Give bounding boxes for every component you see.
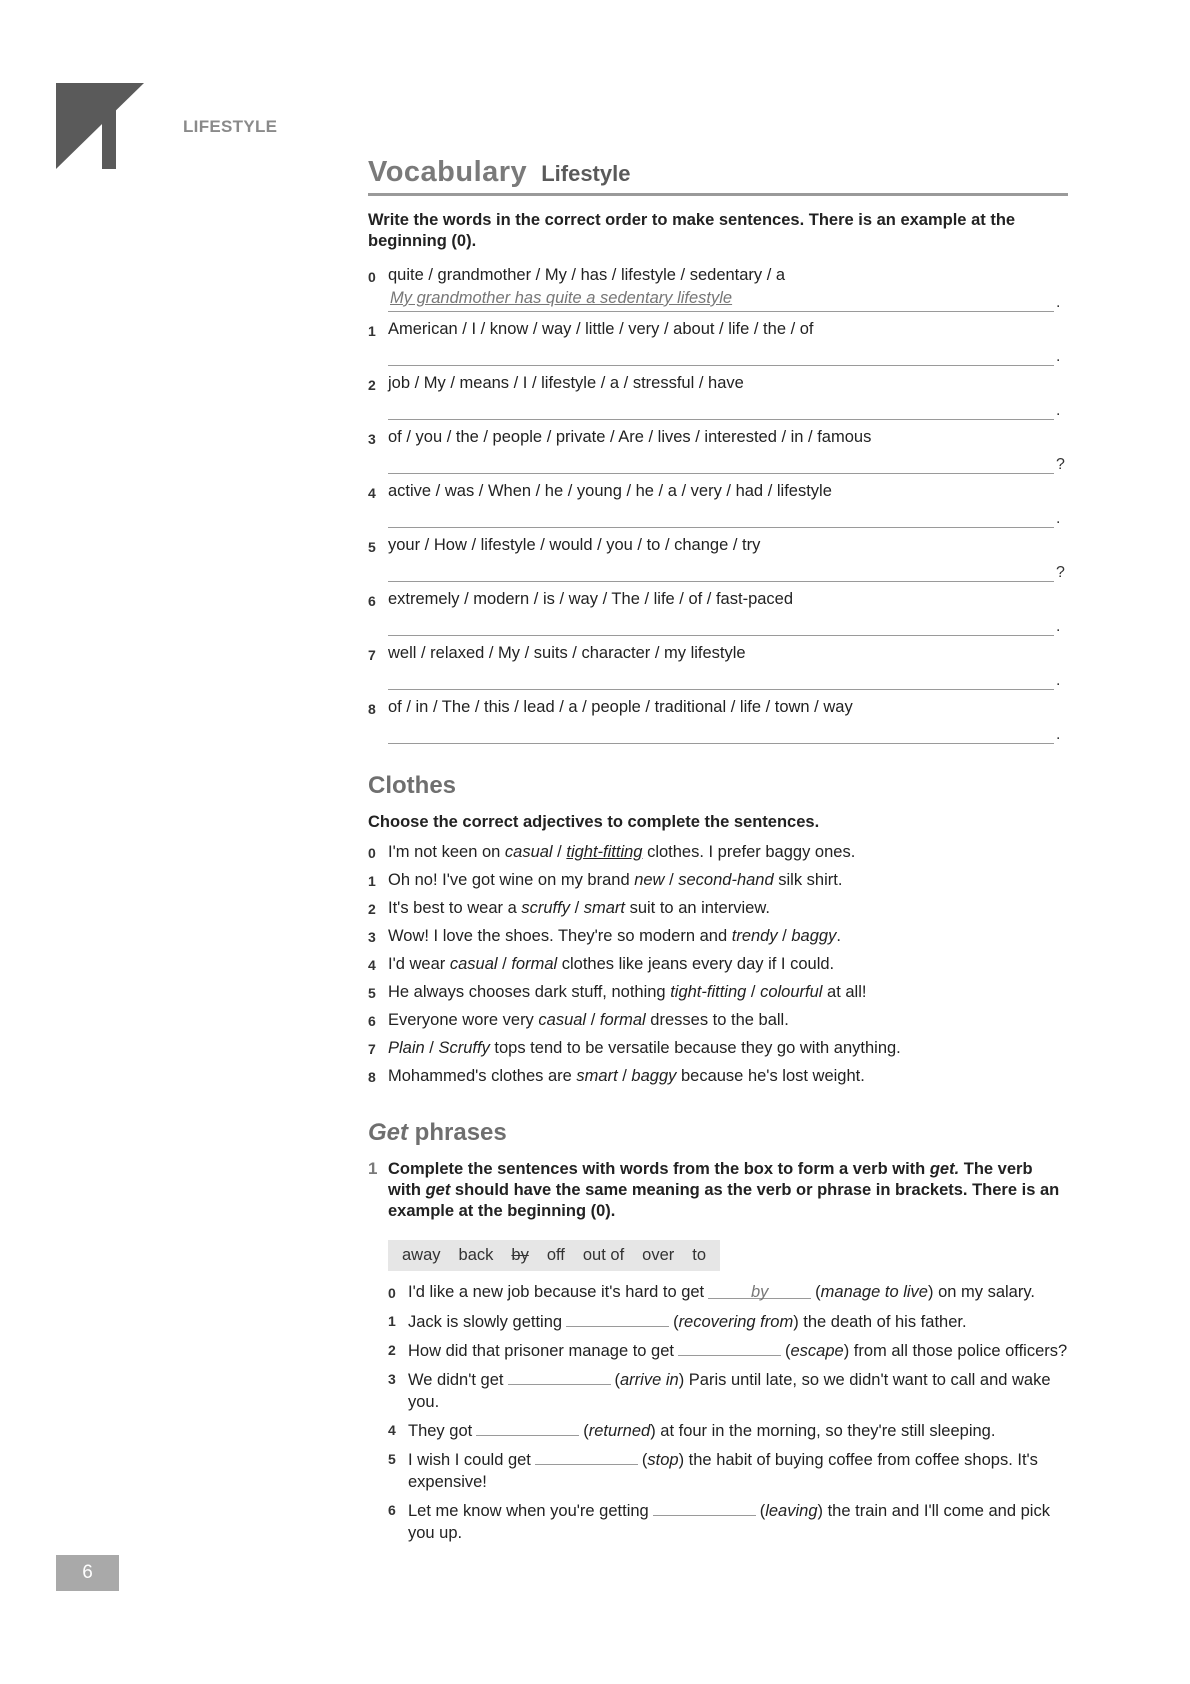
option-a[interactable]: scruffy xyxy=(521,899,570,917)
sentence-start: Oh no! I've got wine on my brand xyxy=(388,871,635,889)
clothes-item xyxy=(368,1007,1068,1035)
question-text: quite / grandmother / My / has / lifestyle / sedentary / a xyxy=(388,266,786,284)
option-b[interactable]: tight-fitting xyxy=(566,843,643,861)
box-word: away xyxy=(402,1246,441,1264)
sentence xyxy=(388,867,842,895)
get-item xyxy=(368,1309,1068,1333)
item-number: 2 xyxy=(368,377,376,393)
main-content xyxy=(368,156,1068,1549)
option-a[interactable]: smart xyxy=(576,1067,618,1085)
question-text: American / I / know / way / little / very / about / life / the / of xyxy=(388,320,814,338)
option-separator: / xyxy=(552,843,567,861)
sentence-end: clothes. I prefer baggy ones. xyxy=(642,843,856,861)
get-item xyxy=(368,1418,1068,1442)
option-a[interactable]: casual xyxy=(504,843,553,861)
sentence-end: ) on my salary. xyxy=(927,1283,1035,1301)
vocabulary-title: Vocabulary xyxy=(368,156,528,188)
bracket-meaning: manage to live xyxy=(820,1283,928,1301)
option-a[interactable]: trendy xyxy=(731,927,778,945)
answer-row xyxy=(368,339,1068,366)
word-box xyxy=(388,1240,720,1271)
sentence-start: Let me know when you're getting xyxy=(408,1502,649,1520)
vocab-question xyxy=(368,312,1068,339)
answer-line[interactable] xyxy=(388,667,1054,690)
answer-row xyxy=(368,285,1068,312)
clothes-item xyxy=(368,923,1068,951)
clothes-instruction: Choose the correct adjectives to complete the sentences. xyxy=(368,813,820,831)
item-number: 7 xyxy=(368,647,376,663)
item-number: 5 xyxy=(368,539,376,555)
vocab-question xyxy=(368,636,1068,663)
answer-row xyxy=(368,447,1068,474)
vocab-question xyxy=(368,420,1068,447)
vocabulary-subtitle: Lifestyle xyxy=(541,161,631,186)
sentence-start: I wish I could get xyxy=(408,1451,531,1469)
sentence-start: It's best to wear a xyxy=(388,899,522,917)
sentence-end: ) the death of his father. xyxy=(793,1313,967,1331)
sentence: How did that prisoner manage to get (escape) from all those police officers? xyxy=(408,1338,1067,1362)
option-b[interactable]: formal xyxy=(511,955,558,973)
question-text: of / you / the / people / private / Are / lives / interested / in / famous xyxy=(388,428,872,446)
sentence xyxy=(388,923,841,951)
question-text: your / How / lifestyle / would / you / to / change / try xyxy=(388,536,761,554)
page-number: 6 xyxy=(56,1555,119,1591)
sentence-end: . xyxy=(836,927,841,945)
item-number: 0 xyxy=(388,1285,396,1301)
option-a[interactable]: casual xyxy=(449,955,498,973)
sentence-end: suit to an interview. xyxy=(625,899,770,917)
clothes-item xyxy=(368,867,1068,895)
sentence-end: ) the train and I'll come and pick you up. xyxy=(408,1502,1050,1542)
get-item xyxy=(368,1498,1068,1544)
clothes-item xyxy=(368,979,1068,1007)
answer-row xyxy=(368,555,1068,582)
sentence: I wish I could get (stop) the habit of buying coffee from coffee shops. It's expensive! xyxy=(408,1447,1068,1493)
sentence-end: clothes like jeans every day if I could. xyxy=(557,955,835,973)
sentence-start: I'd like a new job because it's hard to get xyxy=(408,1283,705,1301)
item-number: 5 xyxy=(368,985,376,1001)
sentence-end: at all! xyxy=(822,983,867,1001)
vocabulary-instruction: Write the words in the correct order to make sentences. There is an example at the beginning (0). xyxy=(368,211,1016,250)
bracket-meaning: recovering from xyxy=(678,1313,794,1331)
sentence-end: because he's lost weight. xyxy=(676,1067,865,1085)
sentence xyxy=(388,1035,901,1063)
question-text: of / in / The / this / lead / a / people / traditional / life / town / way xyxy=(388,698,853,716)
bracket-meaning: returned xyxy=(588,1422,651,1440)
item-number: 4 xyxy=(388,1422,396,1438)
option-b[interactable]: formal xyxy=(599,1011,646,1029)
unit-number-logo xyxy=(56,83,144,169)
end-punctuation: . xyxy=(1056,510,1061,527)
item-number: 4 xyxy=(368,485,376,501)
sentence-start: Jack is slowly getting xyxy=(408,1313,563,1331)
vocabulary-header xyxy=(368,156,1068,196)
answer-gap[interactable] xyxy=(566,1309,669,1327)
sentence-end: dresses to the ball. xyxy=(645,1011,789,1029)
vocab-question xyxy=(368,258,1068,285)
option-b[interactable]: smart xyxy=(583,899,625,917)
item-number: 8 xyxy=(368,701,376,717)
bracket-meaning: stop xyxy=(647,1451,679,1469)
exercise-number: 1 xyxy=(368,1159,378,1178)
unit-label: LIFESTYLE xyxy=(183,117,278,136)
box-word: over xyxy=(642,1246,675,1264)
item-number: 0 xyxy=(368,845,376,861)
clothes-item xyxy=(368,951,1068,979)
item-number: 1 xyxy=(388,1313,396,1329)
option-separator: / xyxy=(617,1067,632,1085)
sentence xyxy=(388,1063,865,1091)
item-number: 3 xyxy=(388,1371,396,1387)
answer-gap[interactable] xyxy=(678,1338,781,1356)
item-number: 2 xyxy=(388,1342,396,1358)
option-b[interactable]: Scruffy xyxy=(438,1039,490,1057)
item-number: 3 xyxy=(368,929,376,945)
option-b[interactable]: colourful xyxy=(760,983,823,1001)
option-a[interactable]: tight-fitting xyxy=(670,983,747,1001)
sentence: Jack is slowly getting (recovering from) the death of his father. xyxy=(408,1309,967,1333)
question-text: well / relaxed / My / suits / character / my lifestyle xyxy=(388,644,746,662)
sentence-start: Wow! I love the shoes. They're so modern and xyxy=(388,927,732,945)
box-word: out of xyxy=(582,1246,625,1264)
item-number: 5 xyxy=(388,1451,396,1467)
sentence-start: Everyone wore very xyxy=(388,1011,539,1029)
answer-line[interactable] xyxy=(388,343,1054,366)
answer-gap[interactable]: by xyxy=(708,1281,811,1299)
sentence: I'd like a new job because it's hard to get by (manage to live) on my salary. xyxy=(408,1283,1035,1301)
option-separator: / xyxy=(497,955,512,973)
box-word: by xyxy=(511,1246,529,1264)
end-punctuation: . xyxy=(1056,672,1061,689)
box-word: back xyxy=(458,1246,494,1264)
sentence xyxy=(388,895,770,923)
sentence xyxy=(388,1007,789,1035)
sentence-end: ) from all those police officers? xyxy=(843,1342,1068,1360)
sentence: Let me know when you're getting (leaving) the train and I'll come and pick you up. xyxy=(408,1498,1068,1544)
sentence-end: ) Paris until late, so we didn't want to call and wake you. xyxy=(408,1371,1051,1411)
item-number: 6 xyxy=(388,1502,396,1518)
get-item xyxy=(368,1367,1068,1413)
sentence-end: ) the habit of buying coffee from coffee shops. It's expensive! xyxy=(408,1451,1038,1491)
option-a[interactable]: casual xyxy=(538,1011,587,1029)
item-number: 6 xyxy=(368,1013,376,1029)
option-separator: / xyxy=(569,899,584,917)
question-text: job / My / means / I / lifestyle / a / stressful / have xyxy=(388,374,744,392)
clothes-item xyxy=(368,1063,1068,1091)
sentence xyxy=(388,979,866,1007)
answer-gap[interactable] xyxy=(476,1418,579,1436)
option-b[interactable]: baggy xyxy=(791,927,837,945)
answer-line[interactable] xyxy=(388,559,1054,582)
answer-row xyxy=(368,393,1068,420)
sentence-start: I'm not keen on xyxy=(388,843,505,861)
sentence-start: They got xyxy=(408,1422,473,1440)
end-punctuation: . xyxy=(1056,402,1061,419)
answer-row xyxy=(368,609,1068,636)
sentence-end: silk shirt. xyxy=(773,871,843,889)
answer-line[interactable] xyxy=(388,397,1054,420)
sentence-start: How did that prisoner manage to get xyxy=(408,1342,674,1360)
option-a[interactable]: Plain xyxy=(388,1039,425,1057)
item-number: 3 xyxy=(368,431,376,447)
option-separator: / xyxy=(664,871,679,889)
vocab-question xyxy=(368,366,1068,393)
clothes-item xyxy=(368,895,1068,923)
get-item xyxy=(368,1281,1068,1304)
sentence-start: He always chooses dark stuff, nothing xyxy=(388,983,671,1001)
item-number: 6 xyxy=(368,593,376,609)
answer-line[interactable] xyxy=(388,505,1054,528)
item-number: 2 xyxy=(368,901,376,917)
get-instruction: Complete the sentences with words from the box to form a verb with get. The verb with get should have the same meaning as the verb or phrase in brackets. There is an example at the beginning (0). xyxy=(388,1160,1060,1220)
answer-row xyxy=(368,663,1068,690)
end-punctuation: ? xyxy=(1056,564,1065,581)
end-punctuation: . xyxy=(1056,348,1061,365)
get-item xyxy=(368,1338,1068,1362)
question-text: active / was / When / he / young / he / a / very / had / lifestyle xyxy=(388,482,832,500)
item-number: 0 xyxy=(368,269,376,285)
clothes-heading: Clothes xyxy=(368,772,457,799)
answer-line[interactable] xyxy=(388,289,1054,312)
sentence-start: We didn't get xyxy=(408,1371,504,1389)
item-number: 1 xyxy=(368,873,376,889)
item-number: 4 xyxy=(368,957,376,973)
answer-line[interactable] xyxy=(388,721,1054,744)
answer-text: My grandmother has quite a sedentary lifestyle xyxy=(390,289,733,307)
end-punctuation: . xyxy=(1056,618,1061,635)
vocab-question xyxy=(368,582,1068,609)
get-phrases-heading: Get phrases xyxy=(368,1119,507,1146)
clothes-list xyxy=(368,839,1068,1091)
sentence-end: ) at four in the morning, so they're still sleeping. xyxy=(650,1422,996,1440)
option-separator: / xyxy=(746,983,761,1001)
item-number: 8 xyxy=(368,1069,376,1085)
sentence-start: I'd wear xyxy=(388,955,450,973)
answer-row xyxy=(368,717,1068,744)
bracket-meaning: escape xyxy=(790,1342,844,1360)
end-punctuation: ? xyxy=(1056,456,1065,473)
clothes-item xyxy=(368,839,1068,867)
option-separator: / xyxy=(424,1039,439,1057)
end-punctuation: . xyxy=(1056,726,1061,743)
sentence xyxy=(388,839,855,867)
answer-gap[interactable] xyxy=(508,1367,611,1385)
vocab-question xyxy=(368,528,1068,555)
option-a[interactable]: new xyxy=(634,871,665,889)
answer-gap[interactable] xyxy=(653,1498,756,1516)
get-item xyxy=(368,1447,1068,1493)
vocabulary-list xyxy=(368,258,1068,744)
answer-line[interactable] xyxy=(388,451,1054,474)
sentence xyxy=(388,951,834,979)
bracket-meaning: leaving xyxy=(765,1502,818,1520)
item-number: 1 xyxy=(368,323,376,339)
answer-row xyxy=(368,501,1068,528)
vocab-question xyxy=(368,474,1068,501)
option-separator: / xyxy=(586,1011,600,1029)
sentence-end: tops tend to be versatile because they go with anything. xyxy=(489,1039,901,1057)
option-separator: / xyxy=(777,927,792,945)
get-phrases-list xyxy=(368,1281,1068,1544)
answer-line[interactable] xyxy=(388,613,1054,636)
item-number: 7 xyxy=(368,1041,376,1057)
box-word: off xyxy=(546,1246,565,1264)
answer-gap[interactable] xyxy=(535,1447,638,1465)
bracket-meaning: arrive in xyxy=(620,1371,679,1389)
option-b[interactable]: second-hand xyxy=(678,871,774,889)
vocab-question xyxy=(368,690,1068,717)
get-exercise xyxy=(368,1159,1068,1228)
sentence: We didn't get (arrive in) Paris until late, so we didn't want to call and wake you. xyxy=(408,1367,1068,1413)
clothes-item xyxy=(368,1035,1068,1063)
sentence: They got (returned) at four in the morning, so they're still sleeping. xyxy=(408,1418,995,1442)
sentence-start: Mohammed's clothes are xyxy=(388,1067,577,1085)
end-punctuation: . xyxy=(1056,294,1061,311)
box-word: to xyxy=(692,1246,707,1264)
option-b[interactable]: baggy xyxy=(631,1067,677,1085)
question-text: extremely / modern / is / way / The / life / of / fast-paced xyxy=(388,590,794,608)
